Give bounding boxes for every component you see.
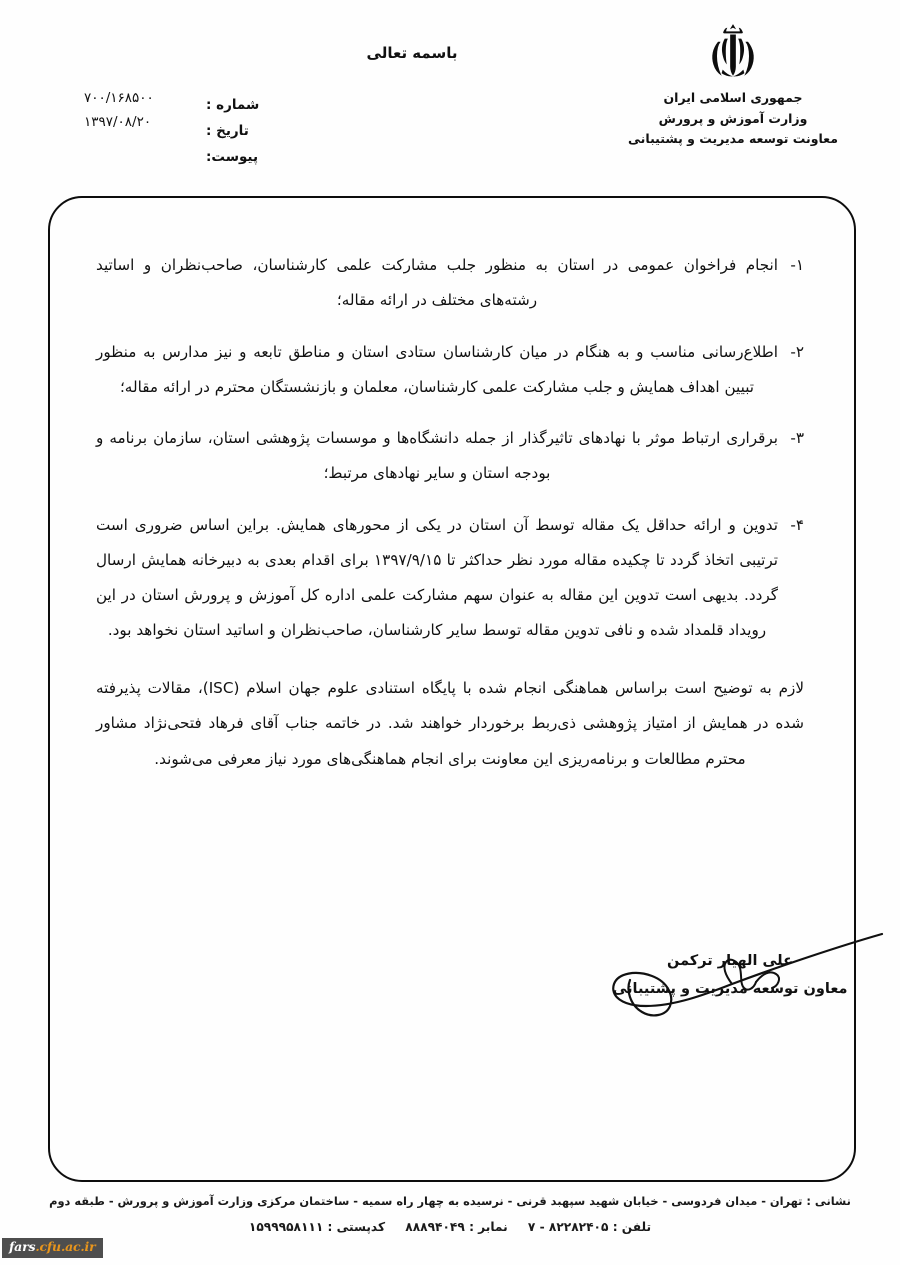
footer-fax-value: ۸۸۸۹۴۰۴۹ [405, 1220, 465, 1235]
list-item [96, 335, 804, 406]
letter-meta-block [78, 92, 298, 182]
watermark-primary-text: fars [9, 1239, 36, 1254]
iran-emblem-icon [702, 22, 764, 80]
signatory-name: علی الهیار ترکمن [667, 953, 793, 969]
list-item-text: انجام فراخوان عمومی در استان به منظور جلب مشارکت علمی کارشناسان، صاحب‌نظران و اساتید رشته‌های مختلف در ارائه مقاله؛ [96, 256, 778, 310]
watermark-secondary-text: .cfu.ac.ir [35, 1239, 96, 1254]
letter-body [96, 248, 804, 778]
list-item-text: تدوین و ارائه حداقل یک مقاله توسط آن استان در یکی از محورهای همایش. براین اساس ضروری است ترتیبی اتخاذ گردد تا چکیده مقاله مورد نظر حداکثر تا ۱۳۹۷/۹/۱۵ برای اقدام بعدی به دبیرخانه همایش ارسال گردد. بدیهی است تدوین این مقاله به عنوان سهم مشارکت علمی اداره کل آموزش و پرورش استان در این رویداد قلمداد شده و نافی تدوین مقاله توسط سایر کارشناسان، صاحب‌نظران و اساتید استان نخواهد بود. [96, 515, 778, 640]
letterhead-block [608, 22, 858, 150]
signatory-title: معاون توسعه مدیریت و پشتیبانی [612, 980, 848, 997]
footer-contact [0, 1217, 900, 1238]
list-item-number: ۲- [790, 342, 804, 361]
attachment-label: پیوست: [206, 149, 259, 165]
date-value: ۱۳۹۷/۰۸/۲۰ [84, 114, 152, 130]
footer-phone-label: تلفن : [612, 1220, 652, 1235]
basmala-text: باسمه تعالی [366, 44, 458, 62]
list-item-text: اطلاع‌رسانی مناسب و به هنگام در میان کارشناسان ستادی استان و مناطق تابعه و نیز مدارس به منظور تبیین اهداف همایش و جلب مشارکت علمی کارشناسان، معلمان و بازنشستگان محترم در ارائه مقاله؛ [96, 342, 778, 396]
meta-row-attachment [78, 144, 298, 170]
footer-postal-label: کدپستی : [327, 1220, 386, 1235]
list-item [96, 508, 804, 649]
footer-phone-value: ۸۲۲۸۲۴۰۵ - ۷ [527, 1220, 609, 1235]
list-item [96, 421, 804, 492]
signature-block [600, 948, 900, 1002]
date-label: تاریخ : [206, 123, 249, 139]
list-item-number: ۳- [790, 429, 804, 448]
list-item [96, 248, 804, 319]
footer-phone [528, 1220, 651, 1234]
letterhead-line-country: جمهوری اسلامی ایران [663, 90, 803, 105]
list-item-number: ۴- [790, 515, 804, 534]
closing-paragraph: لازم به توضیح است براساس هماهنگی انجام شده با پایگاه استنادی علوم جهان اسلام (ISC)، مقالات پذیرفته شده در همایش از امتیاز پژوهشی ذی‌ربط برخوردار خواهند شد. در خاتمه جناب آقای فرهاد فتحی‌نژاد مشاور محترم مطالعات و برنامه‌ریزی این معاونت برای انجام هماهنگی‌های مورد نیاز معرفی می‌شوند. [96, 678, 804, 769]
footer-fax [405, 1220, 507, 1234]
number-value: ۷۰۰/۱۶۸۵۰۰ [84, 90, 154, 106]
footer-fax-label: نمابر : [469, 1220, 508, 1235]
number-label: شماره : [206, 97, 260, 113]
footer-address: نشانی : تهران - میدان فردوسی - خیابان شهید سپهبد قرنی - نرسیده به چهار راه سمیه - ساختمان مرکزی وزارت آموزش و پرورش - طبقه دوم [49, 1194, 851, 1208]
footer-postal [249, 1220, 385, 1234]
footer-postal-value: ۱۵۹۹۹۵۸۱۱۱ [248, 1220, 324, 1235]
letterhead-line-ministry: وزارت آموزش و پرورش [658, 110, 808, 126]
letter-header [0, 0, 900, 196]
list-item-text: برقراری ارتباط موثر با نهادهای تاثیرگذار از جمله دانشگاه‌ها و موسسات پژوهشی استان، سازمان برنامه و بودجه استان و سایر نهادهای مرتبط؛ [96, 429, 778, 483]
list-item-number: ۱- [790, 256, 804, 274]
letter-footer [0, 1192, 900, 1238]
letterhead-line-department: معاونت توسعه مدیریت و پشتیبانی [628, 131, 838, 147]
source-watermark-badge [2, 1238, 103, 1258]
